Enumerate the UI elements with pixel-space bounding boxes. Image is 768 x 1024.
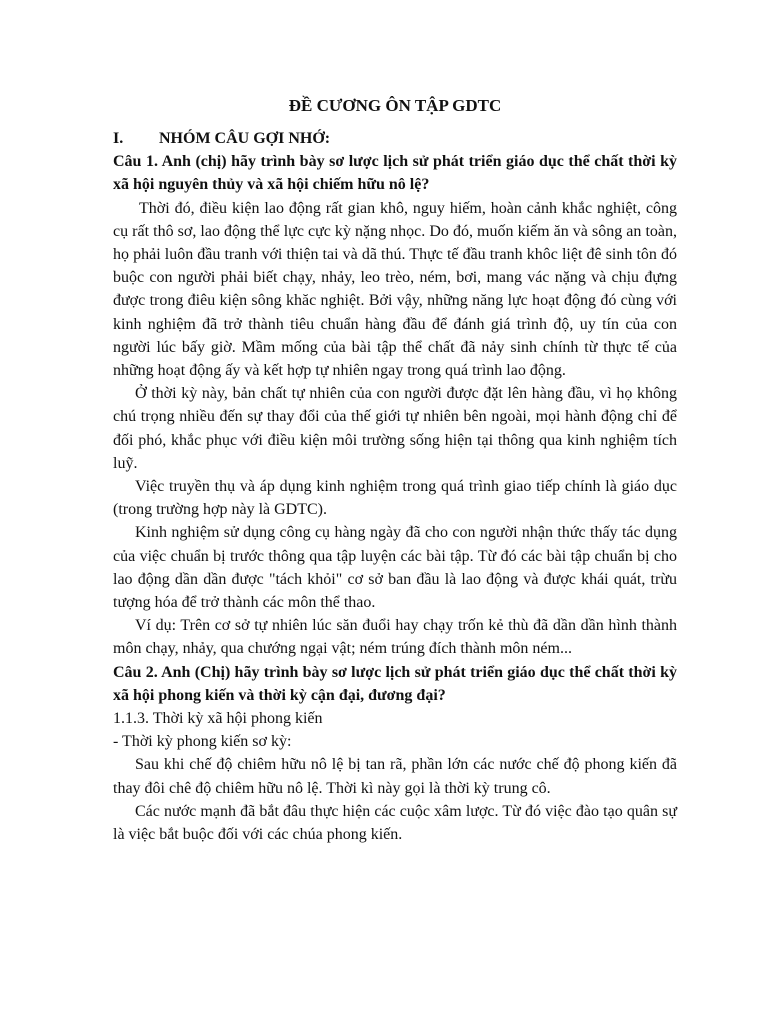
question-1: Câu 1. Anh (chị) hãy trình bày sơ lược lịch sử phát triển giáo dục thể chất thời kỳ xã hội nguyên thủy và xã hội chiếm hữu nô lệ? bbox=[113, 153, 677, 194]
q2-paragraph: Sau khi chế độ chiêm hữu nô lệ bị tan rã, phần lớn các nước chế độ phong kiến đã thay đôi chê độ chiêm hữu nô lệ. Thời kì này gọi là thời kỳ trung cô. bbox=[113, 756, 677, 797]
sub-subheading: - Thời kỳ phong kiến sơ kỳ: bbox=[113, 733, 292, 751]
q1-paragraph: Kinh nghiệm sử dụng công cụ hàng ngày đã cho con người nhận thức thấy tác dụng của việc chuẩn bị trước thông qua tập luyện các bài tập. Từ đó các bài tập chuẩn bị cho lao động dần dần được "tách khỏi" cơ sở ban đầu là lao động và được khái quát, trừu tượng hóa để trở thành các môn thể thao. bbox=[113, 524, 677, 612]
q1-paragraph: Ví dụ: Trên cơ sở tự nhiên lúc săn đuổi hay chạy trốn kẻ thù đã dần dần hình thành môn chạy, nhảy, qua chướng ngại vật; ném trúng đích thành môn ném... bbox=[113, 617, 677, 658]
document-content bbox=[113, 94, 677, 846]
q2-paragraph: Các nước mạnh đã bắt đâu thực hiện các cuộc xâm lược. Từ đó việc đào tạo quân sự là việc bắt buộc đối với các chúa phong kiến. bbox=[113, 802, 677, 844]
document-title: ĐỀ CƯƠNG ÔN TẬP GDTC bbox=[288, 96, 502, 115]
q1-paragraph: Thời đó, điều kiện lao động rất gian khô, nguy hiếm, hoàn cảnh khắc nghiệt, công cụ rất thô sơ, lao động thể lực cực kỳ nặng nhọc. Do đó, muốn kiếm ăn và sông an toàn, họ phải luôn đầu tranh với thiện tai và dã thú. Thực tế đầu tranh khôc liệt đê sinh tôn đó buộc con người phải biết chạy, nhảy, leo trèo, ném, bơi, mang vác nặng và chịu đựng được trong điêu kiện sông khăc nghiệt. Bởi vậy, những năng lực hoạt động đó cùng với kinh nghiệm đã trở thành tiêu chuẩn hàng đầu để đánh giá trình độ, uy tín của con người lúc bấy giờ. Mầm mống của bài tập thể chất đã nảy sinh chính từ thực tế của những hoạt động ấy và kết hợp tự nhiên ngay trong quá trình lao động. bbox=[113, 199, 677, 380]
section-number: I. bbox=[113, 130, 124, 147]
section-label: NHÓM CÂU GỢI NHỚ: bbox=[159, 130, 331, 147]
subheading: 1.1.3. Thời kỳ xã hội phong kiến bbox=[113, 710, 323, 728]
q1-paragraph: Ở thời kỳ này, bản chất tự nhiên của con người được đặt lên hàng đầu, vì họ không chú trọng nhiều đến sự thay đổi của thế giới tự nhiên bên ngoài, mọi hành động chỉ để đối phó, khắc phục với điều kiện môi trường sống hiện tại thông qua kinh nghiệm tích luỹ. bbox=[113, 385, 677, 472]
question-2: Câu 2. Anh (Chị) hãy trình bày sơ lược lịch sử phát triển giáo dục thể chất thời kỳ xã hội phong kiến và thời kỳ cận đại, đương đại? bbox=[113, 663, 677, 704]
section-heading bbox=[113, 127, 677, 150]
q1-paragraph: Việc truyền thụ và áp dụng kinh nghiệm trong quá trình giao tiếp chính là giáo dục (trong trường hợp này là GDTC). bbox=[113, 478, 677, 519]
